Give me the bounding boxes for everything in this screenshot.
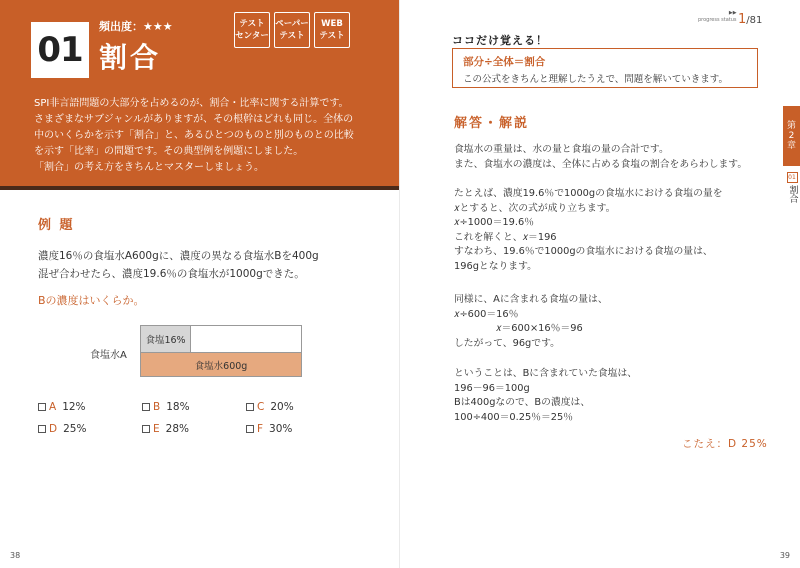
checkbox-icon[interactable] (142, 425, 150, 433)
tag-test-center: テスト センター (234, 12, 270, 48)
page-number-right: 39 (779, 551, 790, 560)
progress-arrows-icon: ▶▶ (728, 10, 737, 16)
header-divider (0, 186, 400, 190)
progress-current: 1 (738, 12, 747, 27)
salt-portion: 食塩16% (141, 326, 191, 352)
key-formula-description: この公式をきちんと理解したうえで、問題を解いていきます。 (463, 74, 729, 85)
frequency-rating: 頻出度：★★★ (99, 20, 173, 33)
progress-label: progress status (698, 17, 737, 23)
choice-f[interactable]: F 30% (246, 423, 350, 435)
section-title: 割合 (99, 41, 162, 74)
solution-paragraph-3: 同様に、Aに含まれる食塩の量は、 𝑥÷600＝16％ 𝑥＝600×16％＝96 したがって、96gです。 (454, 294, 608, 349)
answer-choices (38, 396, 358, 440)
progress-fraction (738, 12, 762, 27)
diagram-label: 食塩水A (90, 350, 127, 361)
solution-paragraph-4: ということは、Bに含まれていた食塩は、 196－96＝100g Bは400gなので、Bの濃度は、 100÷400＝0.25％＝25％ (454, 368, 638, 423)
checkbox-icon[interactable] (38, 403, 46, 411)
solution-heading: 解答・解説 (454, 116, 530, 131)
choice-row (38, 418, 358, 440)
choice-c[interactable]: C 20% (246, 401, 350, 413)
choice-d[interactable]: D 25% (38, 423, 142, 435)
example-heading: 例 題 (38, 218, 75, 233)
intro-text: SPI非言語問題の大部分を占めるのが、割合・比率に関する計算です。 さまざまなサブジャンルがありますが、その根幹はどれも同じ。全体の 中のいくらかを示す「割合」と、あるひとつのものと別のものとの比較 を示す「比率」の問題です。その典型例を例題にしました。 「割合」の考え方をきちんとマスターしましょう。 (34, 98, 354, 173)
choice-a[interactable]: A 12% (38, 401, 142, 413)
test-type-tags (234, 12, 350, 48)
solution-total: 食塩水600g (141, 352, 301, 376)
example-text: 濃度16％の食塩水A600gに、濃度の異なる食塩水Bを400g 混ぜ合わせたら、濃度19.6％の食塩水が1000gできた。 (38, 250, 319, 280)
answer-text: こたえ：D 25% (682, 438, 768, 450)
right-page (400, 0, 800, 568)
checkbox-icon[interactable] (246, 403, 254, 411)
tag-paper-test: ペーパー テスト (274, 12, 310, 48)
chapter-tab[interactable]: 第 2 章 (783, 106, 800, 166)
choice-row (38, 396, 358, 418)
page-number-left: 38 (10, 551, 21, 560)
section-number-box (31, 22, 89, 78)
checkbox-icon[interactable] (142, 403, 150, 411)
checkbox-icon[interactable] (246, 425, 254, 433)
header-block (0, 0, 400, 190)
checkbox-icon[interactable] (38, 425, 46, 433)
choice-b[interactable]: B 18% (142, 401, 246, 413)
key-point-box (452, 48, 758, 88)
solution-paragraph-2: たとえば、濃度19.6％で1000gの食塩水における食塩の量を 𝑥とすると、次の式が成り立ちます。 𝑥÷1000＝19.6％ これを解くと、𝑥＝196 すなわち、19.6％で1000gの食塩水における食塩の量は、 196gとなります。 (454, 188, 723, 272)
key-formula: 部分÷全体＝割合 (463, 56, 546, 68)
solution-diagram (140, 325, 302, 377)
key-point-label: ココだけ覚える！ (452, 34, 548, 47)
solution-paragraph-1: 食塩水の重量は、水の量と食塩の量の合計です。 また、食塩水の濃度は、全体に占める食塩の割合をあらわします。 (454, 144, 748, 170)
choice-e[interactable]: E 28% (142, 423, 246, 435)
chapter-subtitle: 01 割合 (787, 174, 798, 203)
progress-status (698, 10, 737, 24)
tag-web-test: WEB テスト (314, 12, 350, 48)
section-number: 01 (37, 30, 83, 70)
section-icon: 01 (788, 174, 796, 181)
progress-total: /81 (746, 15, 763, 26)
question-text: Bの濃度はいくらか。 (38, 294, 145, 307)
